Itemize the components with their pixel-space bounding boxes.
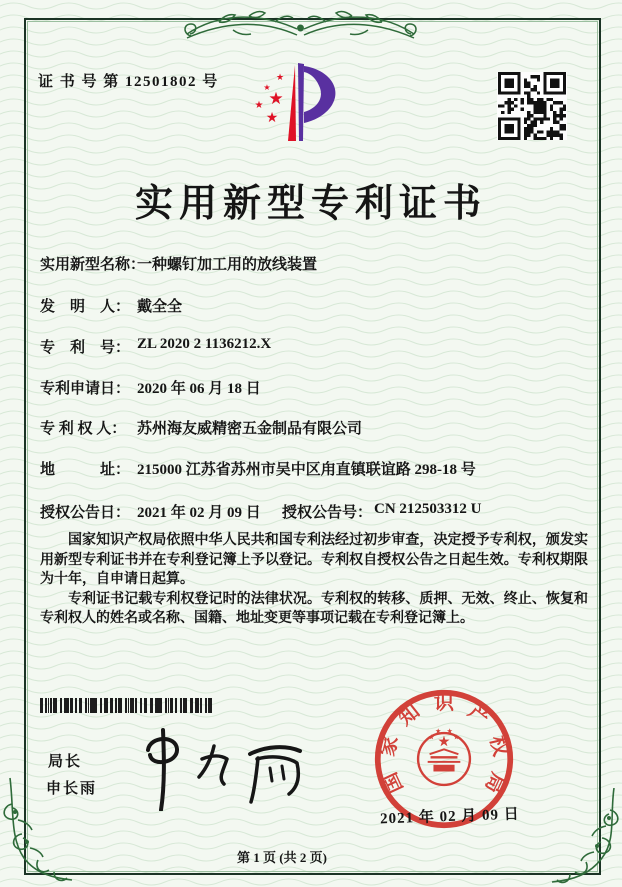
svg-text:家: 家: [376, 733, 403, 759]
page-number: 第 1 页 (共 2 页): [237, 850, 327, 865]
svg-text:★: ★: [428, 733, 435, 741]
certificate-title: 实用新型专利证书: [134, 183, 487, 225]
svg-text:★: ★: [453, 733, 460, 741]
grant-number-label: 授权公告号：: [282, 505, 373, 521]
svg-text:★: ★: [254, 100, 264, 111]
field-row-utility-model-name: [0, 253, 622, 273]
field-row-patent-number: [0, 336, 622, 356]
field-row-filing-date: [0, 377, 622, 397]
svg-text:局: 局: [480, 768, 509, 797]
field-label: 专 利 号：: [40, 340, 131, 356]
svg-text:★: ★: [268, 89, 284, 109]
director-signature-icon: [130, 726, 330, 811]
field-row-patentee: [0, 417, 622, 437]
barcode-icon: [40, 698, 212, 713]
svg-text:知: 知: [394, 700, 425, 731]
field-row-inventor: [0, 295, 622, 315]
grant-date-label: 授权公告日：: [40, 505, 131, 521]
officer-title: 局长: [48, 754, 83, 770]
legal-text-block: [40, 531, 588, 629]
svg-text:★: ★: [446, 728, 453, 736]
qr-code-icon: [497, 72, 567, 140]
svg-text:产: 产: [463, 700, 494, 731]
field-label: 发 明 人：: [40, 299, 131, 315]
svg-text:权: 权: [485, 733, 512, 759]
grant-number-value: CN 212503312 U: [374, 501, 482, 517]
border-flourish-top-icon: [183, 6, 418, 54]
field-label: 实用新型名称：: [40, 257, 146, 273]
field-value: 苏州海友威精密五金制品有限公司: [137, 421, 363, 437]
svg-text:★: ★: [275, 73, 285, 83]
field-value: 2020 年 06 月 18 日: [137, 381, 261, 397]
field-label: 专 利 权 人：: [40, 421, 127, 437]
field-value: 215000 江苏省苏州市吴中区甪直镇联谊路 298-18 号: [137, 462, 476, 478]
field-value: 戴全全: [137, 299, 183, 315]
field-row-address: [0, 458, 622, 478]
grant-date-value: 2021 年 02 月 09 日: [137, 505, 261, 521]
field-row-grant-announcement: [0, 501, 622, 521]
officer-name: 申长雨: [46, 781, 98, 797]
svg-text:国: 国: [379, 768, 408, 797]
border-flourish-bottom-right-icon: [550, 788, 622, 887]
certificate-number: 证 书 号 第 12501802 号: [38, 74, 219, 90]
field-label: 专利申请日：: [40, 381, 131, 397]
cnipa-logo-icon: [248, 62, 356, 146]
svg-text:识: 识: [433, 692, 455, 715]
svg-text:★: ★: [263, 83, 271, 92]
svg-text:★: ★: [265, 110, 279, 126]
legal-paragraph-1: 国家知识产权局依照中华人民共和国专利法经过初步审查，决定授予专利权，颁发实用新型专利证书并在专利登记簿上予以登记。专利权自授权公告之日起生效。专利权期限为十年，自申请日起算。: [40, 533, 588, 587]
svg-text:★: ★: [438, 734, 450, 749]
seal-date: 2021 年 02 月 09 日: [379, 806, 521, 828]
national-emblem-icon: [418, 728, 470, 785]
field-label: 地 址：: [40, 462, 131, 478]
svg-text:★: ★: [435, 728, 442, 736]
legal-paragraph-2: 专利证书记载专利权登记时的法律状况。专利权的转移、质押、无效、终止、恢复和专利权人的姓名或名称、国籍、地址变更等事项记载在专利登记簿上。: [40, 591, 588, 626]
field-value: 一种螺钉加工用的放线装置: [137, 257, 318, 273]
field-value: ZL 2020 2 1136212.X: [137, 336, 272, 352]
